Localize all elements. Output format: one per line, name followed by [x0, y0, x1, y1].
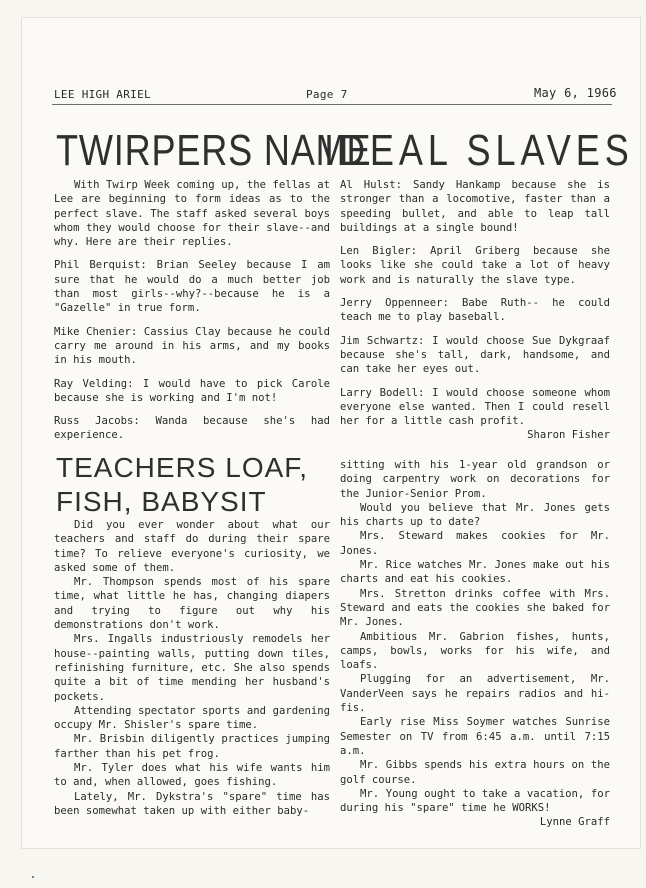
teachers-paragraph: Plugging for an advertisement, Mr. VanderVeen says he repairs radios and hi-fis. [340, 673, 610, 715]
teachers-paragraph: Mrs. Steward makes cookies for Mr. Jones. [340, 530, 610, 557]
publication-name: LEE HIGH ARIEL [54, 88, 151, 101]
teachers-paragraph: Lately, Mr. Dykstra's "spare" time has been somewhat taken up with either baby- [54, 790, 330, 817]
twirp-answer: Jim Schwartz: I would choose Sue Dykgraaf because she's tall, dark, handsome, and can take her eyes out. [340, 334, 610, 376]
headline-part-2: IDEAL SLAVES [324, 126, 634, 175]
teachers-paragraph: Did you ever wonder about what our teachers and staff do during their spare time? To relieve everyone's curiosity, we asked some of them. [54, 519, 330, 574]
header-rule [52, 104, 612, 105]
teachers-paragraph: sitting with his 1-year old grandson or doing carpentry work on decorations for the Junior-Senior Prom. [340, 459, 610, 500]
twirp-answer: Al Hulst: Sandy Hankamp because she is stronger than a locomotive, faster than a speeding bullet, and able to leap tall buildings at a single bound! [340, 179, 610, 234]
headline-part-1: TWIRPERS NAME [56, 126, 372, 175]
teachers-paragraph: Mr. Tyler does what his wife wants him to and, when allowed, goes fishing. [54, 762, 330, 789]
twirp-answer: Jerry Oppenneer: Babe Ruth-- he could teach me to play baseball. [340, 297, 610, 324]
teachers-paragraph: Mr. Gibbs spends his extra hours on the golf course. [340, 759, 610, 786]
twirp-left-column [54, 178, 330, 452]
teachers-paragraph: Mr. Thompson spends most of his spare time, what little he has, changing diapers and trying to figure out why his demonstrations don't work. [54, 576, 330, 632]
issue-date: May 6, 1966 [534, 86, 617, 100]
teachers-paragraph: Would you believe that Mr. Jones gets his charts up to date? [340, 501, 610, 529]
teachers-paragraph: Mrs. Ingalls industriously remodels her house--painting walls, putting down tiles, refinishing furniture, etc. She also spends quite a bit of time mending her husband's pockets. [54, 633, 330, 703]
speck [32, 876, 34, 878]
teachers-paragraph: Mr. Young ought to take a vacation, for during his "spare" time he WORKS! [340, 787, 610, 815]
teachers-title-line-1: TEACHERS LOAF, [56, 452, 309, 483]
page-number: Page 7 [306, 88, 348, 101]
teachers-paragraph: Ambitious Mr. Gabrion fishes, hunts, camps, bowls, works for his wife, and loafs. [340, 630, 610, 672]
teachers-paragraph: Mr. Rice watches Mr. Jones make out his charts and eat his cookies. [340, 559, 610, 586]
teachers-left-column [54, 518, 330, 818]
twirp-answer: Larry Bodell: I would choose someone whom everyone else wanted. Then I could resell her for a little cash profit. [340, 386, 610, 428]
teachers-title-line-2: FISH, BABYSIT [56, 486, 267, 517]
teachers-paragraph: Attending spectator sports and gardening occupy Mr. Shisler's spare time. [54, 704, 330, 732]
twirp-answer: Len Bigler: April Griberg because she looks like she could take a lot of heavy work and is naturally the slave type. [340, 245, 610, 286]
twirp-intro: With Twirp Week coming up, the fellas at Lee are beginning to form ideas as to the perfect slave. The staff asked several boys whom they would choose for their slave--and why. Here are their replies. [54, 179, 330, 249]
twirp-answer: Mike Chenier: Cassius Clay because he could carry me around in his arms, and my books in his mouth. [54, 325, 330, 367]
twirp-answer: Russ Jacobs: Wanda because she's had experience. [54, 415, 330, 442]
twirp-answer: Ray Velding: I would have to pick Carole because she is working and I'm not! [54, 377, 330, 404]
teachers-byline: Lynne Graff [539, 816, 610, 829]
teachers-paragraph: Early rise Miss Soymer watches Sunrise Semester on TV from 6:45 a.m. until 7:15 a.m. [340, 716, 610, 757]
teachers-right-column [340, 458, 610, 839]
twirp-right-column [340, 178, 610, 452]
teachers-paragraph: Mrs. Stretton drinks coffee with Mrs. Steward and eats the cookies she baked for Mr. Jones. [340, 587, 610, 629]
twirp-answer: Phil Berquist: Brian Seeley because I am sure that he would do a much better job than most girls--why?--because he is a "Gazelle" in true form. [54, 259, 330, 315]
page-header [54, 88, 624, 104]
teachers-paragraph: Mr. Brisbin diligently practices jumping farther than his pet frog. [54, 733, 330, 760]
twirp-byline: Sharon Fisher [527, 429, 610, 442]
